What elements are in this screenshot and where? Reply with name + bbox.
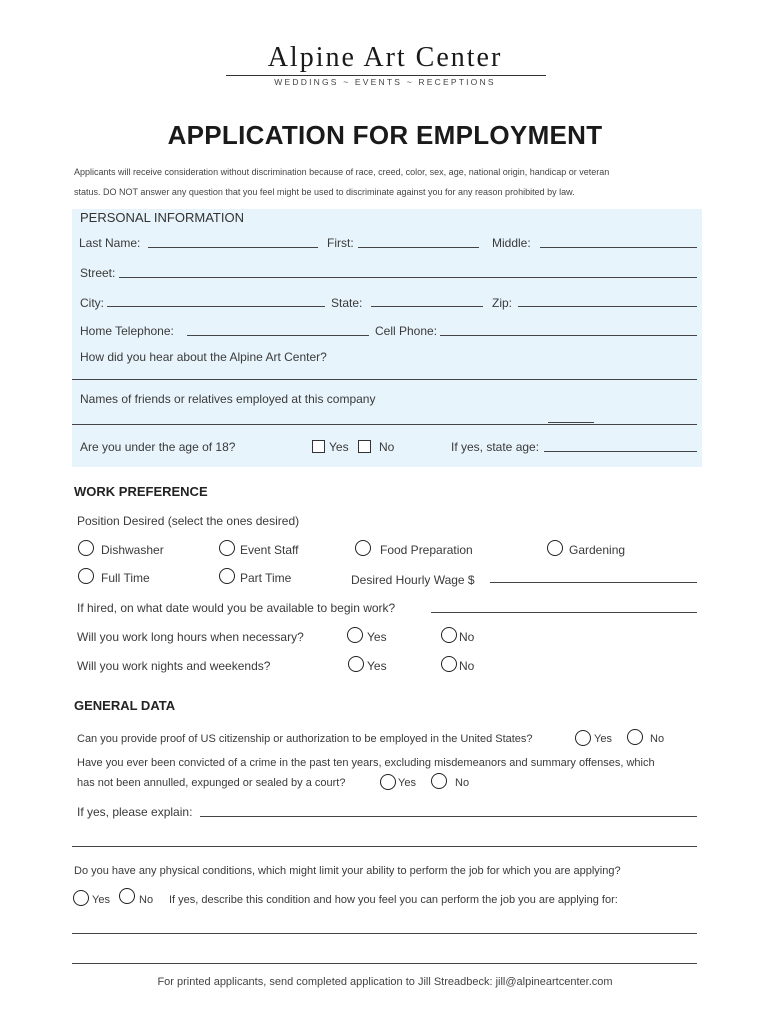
state-label: State: xyxy=(331,296,363,310)
page-title: APPLICATION FOR EMPLOYMENT xyxy=(167,120,603,150)
event-staff-radio[interactable] xyxy=(219,540,235,556)
cell-phone-label: Cell Phone: xyxy=(375,324,438,338)
citizenship-label: Can you provide proof of US citizenship or authorization to be employed in the United States? xyxy=(77,733,533,745)
long-hours-no-radio[interactable] xyxy=(441,627,457,643)
zip-label: Zip: xyxy=(492,296,513,310)
nights-weekends-label: Will you work nights and weekends? xyxy=(77,659,271,673)
long-hours-label: Will you work long hours when necessary? xyxy=(77,630,304,644)
nights-weekends-no-radio[interactable] xyxy=(441,656,457,672)
state-field[interactable] xyxy=(371,306,483,307)
explain-field-line-2[interactable] xyxy=(72,846,697,847)
gardening-radio[interactable] xyxy=(547,540,563,556)
long-hours-yes-label: Yes xyxy=(367,630,387,644)
nights-weekends-yes-label: Yes xyxy=(367,659,387,673)
nights-weekends-yes-radio[interactable] xyxy=(348,656,364,672)
logo-tagline: WEDDINGS ~ EVENTS ~ RECEPTIONS xyxy=(274,77,496,87)
wage-field[interactable] xyxy=(490,582,697,583)
convicted-label-line-1: Have you ever been convicted of a crime in the past ten years, excluding misdemeanors and summary offenses, which xyxy=(77,757,655,769)
long-hours-no-label: No xyxy=(459,630,475,644)
personal-info-heading: PERSONAL INFORMATION xyxy=(80,210,244,225)
logo-name: Alpine Art Center xyxy=(267,42,503,73)
physical-yes-radio[interactable] xyxy=(73,890,89,906)
describe-condition-label: If yes, describe this condition and how you feel you can perform the job you are applying for: xyxy=(169,894,618,906)
under-18-no-checkbox[interactable] xyxy=(358,440,371,453)
under-18-yes-label: Yes xyxy=(329,440,349,454)
state-age-label: If yes, state age: xyxy=(451,440,540,454)
first-name-label: First: xyxy=(327,236,354,250)
under-18-no-label: No xyxy=(379,440,395,454)
work-preference-heading: WORK PREFERENCE xyxy=(74,484,208,499)
full-time-radio[interactable] xyxy=(78,568,94,584)
food-prep-label: Food Preparation xyxy=(380,543,473,557)
cell-phone-field[interactable] xyxy=(440,335,697,336)
home-phone-field[interactable] xyxy=(187,335,369,336)
part-time-label: Part Time xyxy=(240,571,292,585)
citizenship-no-radio[interactable] xyxy=(627,729,643,745)
convicted-yes-label: Yes xyxy=(398,777,416,789)
physical-no-radio[interactable] xyxy=(119,888,135,904)
convicted-label-line-2: has not been annulled, expunged or sealed by a court? xyxy=(77,777,346,789)
citizenship-yes-label: Yes xyxy=(594,733,612,745)
citizenship-yes-radio[interactable] xyxy=(575,730,591,746)
city-label: City: xyxy=(80,296,104,310)
friends-field[interactable] xyxy=(72,424,697,425)
gardening-label: Gardening xyxy=(569,543,626,557)
last-name-field[interactable] xyxy=(148,247,318,248)
middle-name-field[interactable] xyxy=(540,247,697,248)
position-desired-label: Position Desired (select the ones desired) xyxy=(77,514,300,528)
home-phone-label: Home Telephone: xyxy=(80,324,174,338)
nights-weekends-no-label: No xyxy=(459,659,475,673)
convicted-no-radio[interactable] xyxy=(431,773,447,789)
under-18-yes-checkbox[interactable] xyxy=(312,440,325,453)
physical-yes-label: Yes xyxy=(92,894,110,906)
street-label: Street: xyxy=(80,266,116,280)
part-time-radio[interactable] xyxy=(219,568,235,584)
dishwasher-radio[interactable] xyxy=(78,540,94,556)
friends-field-mark xyxy=(548,422,594,423)
hear-about-label: How did you hear about the Alpine Art Center? xyxy=(80,350,327,364)
long-hours-yes-radio[interactable] xyxy=(347,627,363,643)
convicted-yes-radio[interactable] xyxy=(380,774,396,790)
middle-name-label: Middle: xyxy=(492,236,531,250)
explain-label: If yes, please explain: xyxy=(77,805,193,819)
hear-about-field[interactable] xyxy=(72,379,697,380)
physical-conditions-label: Do you have any physical conditions, which might limit your ability to perform the job for which you are applying? xyxy=(74,865,621,877)
street-field[interactable] xyxy=(119,277,697,278)
dishwasher-label: Dishwasher xyxy=(101,543,164,557)
citizenship-no-label: No xyxy=(650,733,665,745)
food-prep-radio[interactable] xyxy=(355,540,371,556)
state-age-field[interactable] xyxy=(544,451,697,452)
first-name-field[interactable] xyxy=(358,247,479,248)
describe-condition-field[interactable] xyxy=(72,933,697,934)
zip-field[interactable] xyxy=(518,306,697,307)
available-date-field[interactable] xyxy=(431,612,697,613)
wage-label: Desired Hourly Wage $ xyxy=(351,573,475,587)
friends-label: Names of friends or relatives employed at this company xyxy=(80,392,376,406)
city-field[interactable] xyxy=(107,306,325,307)
available-date-label: If hired, on what date would you be available to begin work? xyxy=(77,601,396,615)
footer-note: For printed applicants, send completed application to Jill Streadbeck: jill@alpineartcenter.com xyxy=(157,976,613,988)
last-name-label: Last Name: xyxy=(79,236,141,250)
general-data-heading: GENERAL DATA xyxy=(74,698,176,713)
convicted-no-label: No xyxy=(455,777,470,789)
event-staff-label: Event Staff xyxy=(240,543,299,557)
physical-no-label: No xyxy=(139,894,154,906)
under-18-label: Are you under the age of 18? xyxy=(80,440,236,454)
logo-rule xyxy=(226,75,546,76)
full-time-label: Full Time xyxy=(101,571,150,585)
describe-condition-field-line-2[interactable] xyxy=(72,963,697,964)
explain-field[interactable] xyxy=(200,816,697,817)
disclaimer-line-1: Applicants will receive consideration without discrimination because of race, creed, color, sex, age, national origin, handicap or veteran xyxy=(74,167,610,177)
disclaimer-line-2: status. DO NOT answer any question that you feel might be used to discriminate against you for any reason prohibited by law. xyxy=(74,187,575,197)
